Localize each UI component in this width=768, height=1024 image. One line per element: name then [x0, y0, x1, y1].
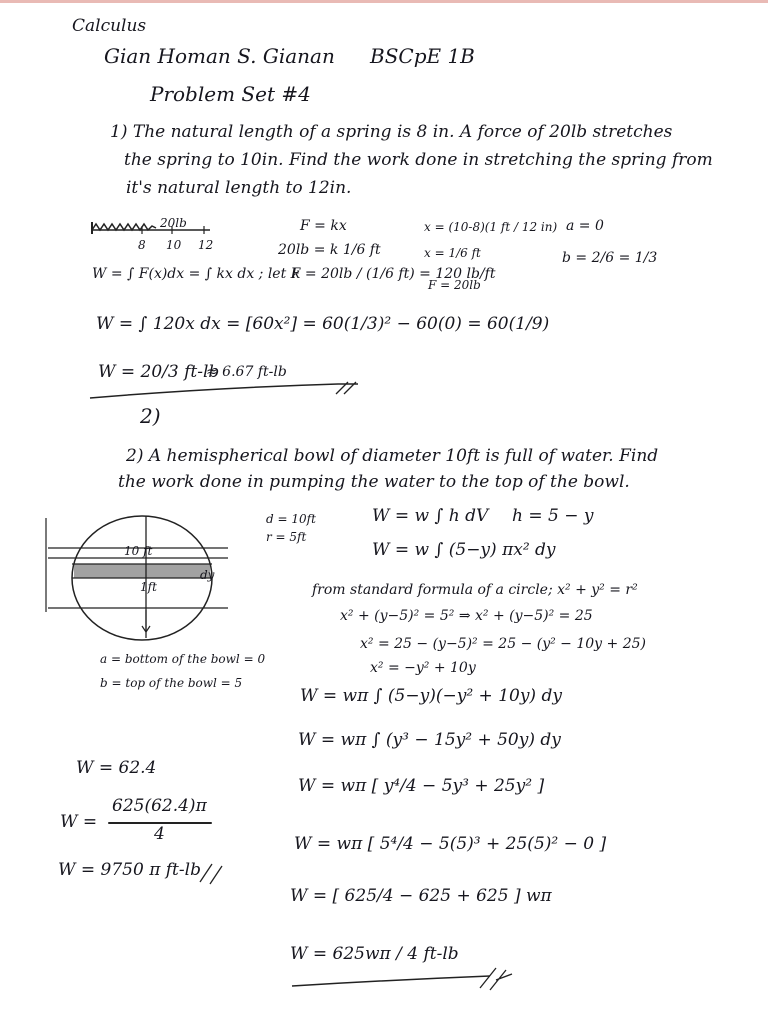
page-top-edge	[0, 0, 768, 3]
spring-tick-8: 8	[138, 238, 146, 252]
p1-statement-line-1: 1) The natural length of a spring is 8 in. A force of 20lb stretches	[110, 122, 673, 142]
p1-k-value: k = 20lb / (1/6 ft) = 120 lb/ft	[292, 266, 496, 282]
p2-diameter: d = 10ft	[266, 512, 316, 526]
p2-statement-line-1: 2) A hemispherical bowl of diameter 10ft is full of water. Find	[126, 446, 659, 466]
p2-work-substitution: W = w ∫ (5−y) πx² dy	[372, 540, 556, 560]
spring-force-label: 20lb	[160, 216, 187, 230]
p2-weight-value: W = 62.4	[76, 758, 157, 778]
p2-circle-step-3: x² = −y² + 10y	[370, 660, 476, 676]
p1-approx-result: ≈ 6.67 ft-lb	[206, 364, 287, 380]
p2-lower-bound: a = bottom of the bowl = 0	[100, 652, 266, 666]
bowl-radius-label: 10 ft	[124, 544, 153, 558]
p1-statement-line-2: the spring to 10in. Find the work done in stretching the spring from	[124, 150, 713, 170]
p1-statement-line-3: it's natural length to 12in.	[126, 178, 352, 198]
p2-circle-intro: from standard formula of a circle; x² + y² = r²	[312, 582, 638, 598]
p1-force-value: F = 20lb	[428, 278, 481, 292]
spring-tick-12: 12	[198, 238, 214, 252]
p2-work-step-6: W = 625wπ / 4 ft-lb	[290, 944, 459, 964]
p2-underline	[290, 962, 530, 1002]
bowl-dy-label: dy	[200, 568, 215, 582]
p1-upper-bound: b = 2/6 = 1/3	[562, 250, 658, 266]
p1-x-value: x = (10-8)(1 ft / 12 in)	[424, 220, 558, 234]
p1-lower-bound: a = 0	[566, 218, 604, 234]
p2-height-definition: h = 5 − y	[512, 506, 594, 526]
bowl-small-label: 1ft	[140, 580, 157, 594]
p2-work-step-3: W = wπ [ y⁴/4 − 5y³ + 25y² ]	[298, 776, 545, 796]
p2-radius: r = 5ft	[266, 530, 307, 544]
spring-tick-10: 10	[166, 238, 182, 252]
student-name: Gian Homan S. Gianan	[104, 44, 335, 68]
p2-final-denominator: 4	[154, 824, 165, 844]
p2-final-answer: W = 9750 π ft-lb	[58, 860, 201, 880]
p2-upper-bound: b = top of the bowl = 5	[100, 676, 243, 690]
p2-work-step-5: W = [ 625/4 − 625 + 625 ] wπ	[290, 886, 552, 906]
subject-title: Calculus	[72, 16, 147, 36]
problem-set-title: Problem Set #4	[150, 82, 311, 106]
section-label: BSCpE 1B	[370, 44, 475, 68]
p2-work-step-2: W = wπ ∫ (y³ − 15y² + 50y) dy	[298, 730, 561, 750]
p2-answer-check	[196, 860, 256, 890]
p1-evaluation: W = ∫ 120x dx = [60x²] = 60(1/3)² − 60(0) = 60(1/9)	[96, 314, 550, 334]
p2-work-definition: W = w ∫ h dV	[372, 506, 489, 526]
p2-final-w-label: W =	[60, 812, 98, 832]
p2-work-step-1: W = wπ ∫ (5−y)(−y² + 10y) dy	[300, 686, 562, 706]
p2-statement-line-2: the work done in pumping the water to the top of the bowl.	[118, 472, 630, 492]
p2-circle-step-1: x² + (y−5)² = 5² ⇒ x² + (y−5)² = 25	[340, 608, 593, 624]
p2-final-numerator: 625(62.4)π	[112, 796, 207, 816]
p1-sub-k: 20lb = k 1/6 ft	[278, 242, 381, 258]
p1-x-result: x = 1/6 ft	[424, 246, 481, 260]
p1-underline	[88, 376, 388, 406]
p1-result: W = 20/3 ft-lb	[98, 362, 220, 382]
p1-integral-definition: W = ∫ F(x)dx = ∫ kx dx ; let F	[92, 266, 301, 282]
p2-circle-step-2: x² = 25 − (y−5)² = 25 − (y² − 10y + 25)	[360, 636, 646, 652]
p2-work-step-4: W = wπ [ 5⁴/4 − 5(5)³ + 25(5)² − 0 ]	[294, 834, 607, 854]
p1-hooke-law: F = kx	[300, 218, 347, 234]
p2-number: 2)	[140, 404, 161, 428]
